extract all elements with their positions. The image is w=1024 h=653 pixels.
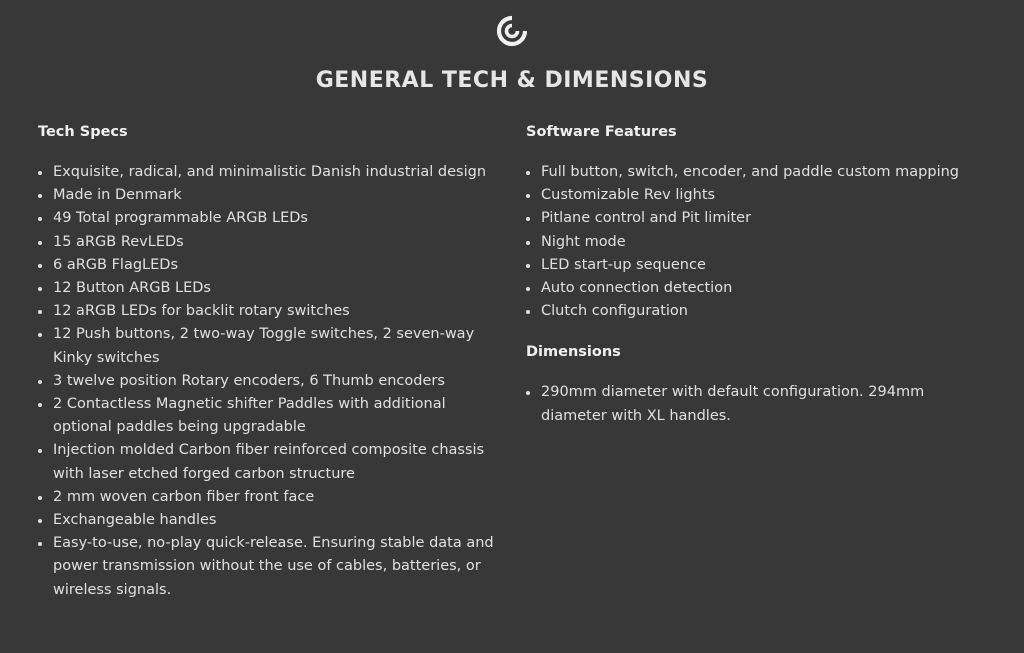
list-item: 290mm diameter with default configuration. 294mm diameter with XL handles. bbox=[526, 381, 986, 427]
list-item: 6 aRGB FlagLEDs bbox=[38, 254, 508, 277]
list-item: Easy-to-use, no-play quick-release. Ensuring stable data and power transmission without the use of cables, batteries, or wireless signals. bbox=[38, 532, 508, 602]
list-item: 49 Total programmable ARGB LEDs bbox=[38, 207, 508, 230]
list-item: Injection molded Carbon fiber reinforced composite chassis with laser etched forged carbon structure bbox=[38, 439, 508, 485]
list-item: Exquisite, radical, and minimalistic Danish industrial design bbox=[38, 161, 508, 184]
list-item: 12 aRGB LEDs for backlit rotary switches bbox=[38, 300, 508, 323]
list-item: Auto connection detection bbox=[526, 277, 986, 300]
tech-specs-heading: Tech Specs bbox=[38, 124, 128, 140]
list-item: 15 aRGB RevLEDs bbox=[38, 231, 508, 254]
list-item: Made in Denmark bbox=[38, 184, 508, 207]
list-item: Customizable Rev lights bbox=[526, 184, 986, 207]
dimensions-heading: Dimensions bbox=[526, 344, 621, 361]
tech-specs-list bbox=[38, 161, 508, 602]
list-item: 3 twelve position Rotary encoders, 6 Thumb encoders bbox=[38, 370, 508, 393]
list-item: Night mode bbox=[526, 231, 986, 254]
list-item: 12 Button ARGB LEDs bbox=[38, 277, 508, 300]
list-item: Full button, switch, encoder, and paddle custom mapping bbox=[526, 161, 986, 184]
list-item: Clutch configuration bbox=[526, 300, 986, 323]
brand-logo-icon[interactable] bbox=[496, 15, 528, 47]
page-title: GENERAL TECH & DIMENSIONS bbox=[315, 68, 709, 93]
list-item: Exchangeable handles bbox=[38, 509, 508, 532]
list-item: 12 Push buttons, 2 two-way Toggle switches, 2 seven-way Kinky switches bbox=[38, 323, 508, 369]
list-item: 2 Contactless Magnetic shifter Paddles with additional optional paddles being upgradable bbox=[38, 393, 508, 439]
right-column bbox=[526, 122, 986, 428]
dimensions-list bbox=[526, 381, 986, 427]
list-item: Pitlane control and Pit limiter bbox=[526, 207, 986, 230]
software-features-heading: Software Features bbox=[526, 124, 677, 140]
list-item: LED start-up sequence bbox=[526, 254, 986, 277]
tech-specs-section bbox=[38, 122, 508, 602]
software-features-list bbox=[526, 161, 986, 323]
list-item: 2 mm woven carbon fiber front face bbox=[38, 486, 508, 509]
